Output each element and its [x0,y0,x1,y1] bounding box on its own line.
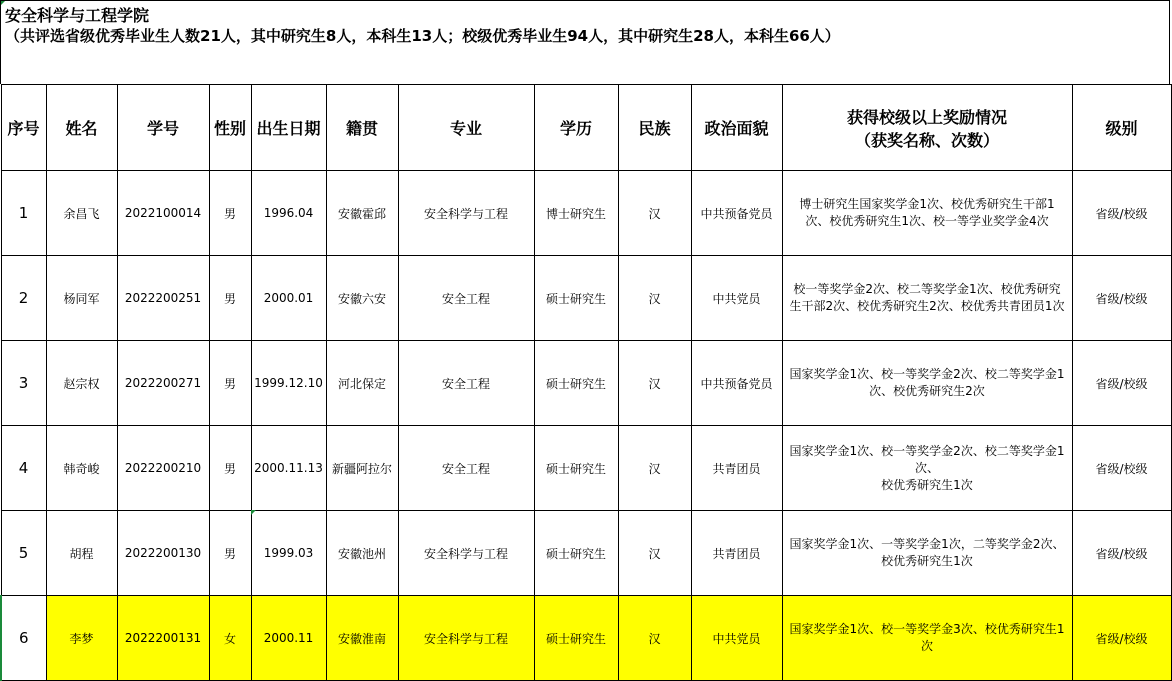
cell-gender[interactable]: 男 [209,511,251,596]
cell-gender[interactable]: 男 [209,341,251,426]
cell-name[interactable]: 赵宗权 [46,341,117,426]
cell-gender[interactable]: 男 [209,256,251,341]
col-header-ethnicity[interactable]: 民族 [618,85,691,171]
cell-major[interactable]: 安全工程 [398,426,534,511]
cell-origin[interactable]: 安徽淮南 [326,596,398,681]
cell-degree[interactable]: 硕士研究生 [534,341,618,426]
cell-major[interactable]: 安全科学与工程 [398,171,534,256]
cell-birth-date[interactable]: 2000.01 [251,256,326,341]
cell-awards[interactable]: 国家奖学金1次、校一等奖学金2次、校二等奖学金1次、 校优秀研究生1次 [782,426,1072,511]
col-header-birth-date[interactable]: 出生日期 [251,85,326,171]
cell-major[interactable]: 安全工程 [398,256,534,341]
cell-degree[interactable]: 硕士研究生 [534,511,618,596]
cell-degree[interactable]: 硕士研究生 [534,596,618,681]
cell-ethnicity[interactable]: 汉 [618,596,691,681]
page-title: 安全科学与工程学院 [5,6,150,25]
table-row[interactable] [1,511,1171,596]
cell-index[interactable]: 5 [1,511,46,596]
cell-student-id[interactable]: 2022200130 [117,511,209,596]
award-table [0,84,1172,681]
col-header-level[interactable]: 级别 [1072,85,1171,171]
table-row[interactable] [1,171,1171,256]
cell-birth-date[interactable]: 2000.11.13 [251,426,326,511]
cell-degree[interactable]: 硕士研究生 [534,426,618,511]
cell-index[interactable]: 4 [1,426,46,511]
col-header-origin[interactable]: 籍贯 [326,85,398,171]
col-header-gender[interactable]: 性别 [209,85,251,171]
cell-political[interactable]: 中共党员 [691,596,782,681]
cell-name[interactable]: 韩奇峻 [46,426,117,511]
col-header-major[interactable]: 专业 [398,85,534,171]
cell-birth-date[interactable]: 1996.04 [251,171,326,256]
cell-level[interactable]: 省级/校级 [1072,171,1171,256]
cell-ethnicity[interactable]: 汉 [618,256,691,341]
col-header-degree[interactable]: 学历 [534,85,618,171]
cell-name[interactable]: 余昌飞 [46,171,117,256]
col-header-political[interactable]: 政治面貌 [691,85,782,171]
table-row[interactable] [1,341,1171,426]
cell-student-id[interactable]: 2022200210 [117,426,209,511]
cell-student-id[interactable]: 2022200251 [117,256,209,341]
cell-origin[interactable]: 安徽六安 [326,256,398,341]
cell-level[interactable]: 省级/校级 [1072,511,1171,596]
col-header-student-id[interactable]: 学号 [117,85,209,171]
cell-origin[interactable]: 安徽池州 [326,511,398,596]
cell-awards[interactable]: 博士研究生国家奖学金1次、校优秀研究生干部1次、校优秀研究生1次、校一等学业奖学金4次 [782,171,1072,256]
cell-awards[interactable]: 校一等奖学金2次、校二等奖学金1次、校优秀研究生干部2次、校优秀研究生2次、校优秀共青团员1次 [782,256,1072,341]
cell-student-id[interactable]: 2022200271 [117,341,209,426]
cell-gender[interactable]: 女 [209,596,251,681]
cell-name[interactable]: 胡程 [46,511,117,596]
cell-birth-date[interactable]: 2000.11 [251,596,326,681]
cell-origin[interactable]: 河北保定 [326,341,398,426]
table-row[interactable] [1,256,1171,341]
cell-origin[interactable]: 新疆阿拉尔 [326,426,398,511]
cell-name[interactable]: 李梦 [46,596,117,681]
cell-major[interactable]: 安全科学与工程 [398,511,534,596]
cell-comment-marker [251,510,256,515]
cell-political[interactable]: 共青团员 [691,511,782,596]
cell-level[interactable]: 省级/校级 [1072,256,1171,341]
cell-awards[interactable]: 国家奖学金1次、一等奖学金1次，二等奖学金2次、校优秀研究生1次 [782,511,1072,596]
cell-awards[interactable]: 国家奖学金1次、校一等奖学金3次、校优秀研究生1次 [782,596,1072,681]
cell-index[interactable]: 2 [1,256,46,341]
cell-index[interactable]: 3 [1,341,46,426]
cell-gender[interactable]: 男 [209,171,251,256]
cell-level[interactable]: 省级/校级 [1072,596,1171,681]
cell-birth-date[interactable]: 1999.03 [251,511,326,596]
cell-birth-date[interactable]: 1999.12.10 [251,341,326,426]
cell-major[interactable]: 安全科学与工程 [398,596,534,681]
col-header-index[interactable]: 序号 [1,85,46,171]
title-block [0,0,1170,84]
cell-level[interactable]: 省级/校级 [1072,341,1171,426]
cell-student-id[interactable]: 2022200131 [117,596,209,681]
cell-student-id[interactable]: 2022100014 [117,171,209,256]
cell-ethnicity[interactable]: 汉 [618,341,691,426]
cell-level[interactable]: 省级/校级 [1072,426,1171,511]
cell-political[interactable]: 共青团员 [691,426,782,511]
cell-gender[interactable]: 男 [209,426,251,511]
col-header-awards[interactable]: 获得校级以上奖励情况 （获奖名称、次数） [782,85,1072,171]
page-subtitle: （共评选省级优秀毕业生人数21人，其中研究生8人，本科生13人；校级优秀毕业生94人，其中研究生28人，本科生66人） [5,27,840,45]
cell-political[interactable]: 中共预备党员 [691,171,782,256]
col-header-name[interactable]: 姓名 [46,85,117,171]
cell-index[interactable]: 6 [1,596,46,681]
cell-political[interactable]: 中共党员 [691,256,782,341]
cell-ethnicity[interactable]: 汉 [618,171,691,256]
cell-degree[interactable]: 硕士研究生 [534,256,618,341]
cell-major[interactable]: 安全工程 [398,341,534,426]
table-row[interactable] [1,596,1171,681]
table-row[interactable] [1,426,1171,511]
cell-ethnicity[interactable]: 汉 [618,426,691,511]
cell-name[interactable]: 杨同军 [46,256,117,341]
cell-index[interactable]: 1 [1,171,46,256]
cell-awards[interactable]: 国家奖学金1次、校一等奖学金2次、校二等奖学金1次、校优秀研究生2次 [782,341,1072,426]
cell-ethnicity[interactable]: 汉 [618,511,691,596]
cell-origin[interactable]: 安徽霍邱 [326,171,398,256]
cell-degree[interactable]: 博士研究生 [534,171,618,256]
cell-political[interactable]: 中共预备党员 [691,341,782,426]
header-row [1,85,1171,171]
